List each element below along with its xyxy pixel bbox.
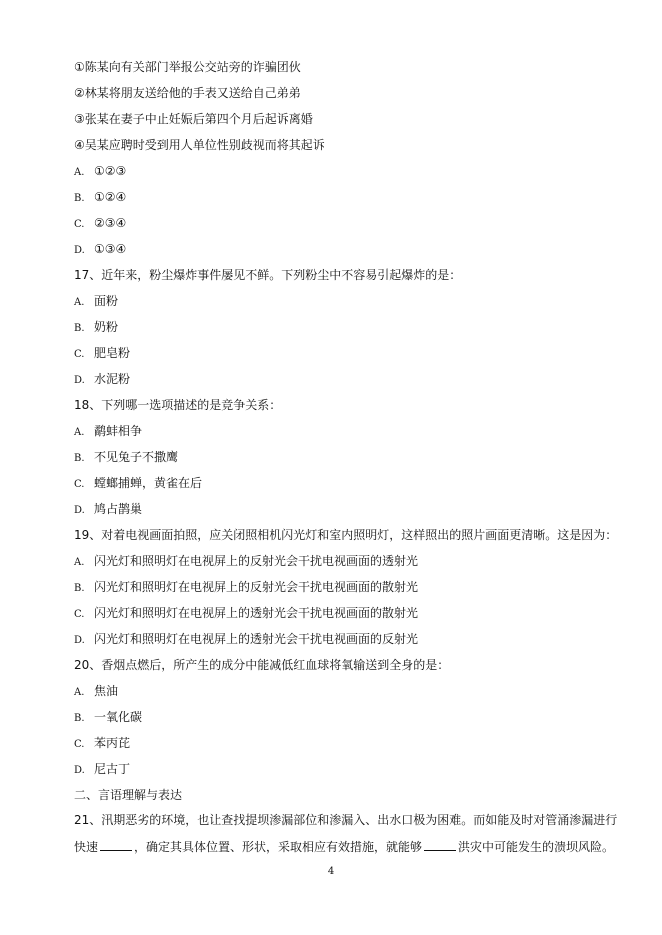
statement-3: ③张某在妻子中止妊娠后第四个月后起诉离婚 <box>74 112 313 126</box>
q18-option-d <box>74 501 614 519</box>
q17-option-c <box>74 345 614 363</box>
option-text: ①②③ <box>94 164 127 178</box>
q18-option-c <box>74 475 614 493</box>
option-letter: D. <box>74 505 85 516</box>
q19-option-c <box>74 605 614 623</box>
q21-text-part3: 洪灾中可能发生的溃坝风险。 <box>458 840 615 854</box>
option-text: 苯丙芘 <box>94 736 131 750</box>
page-number: 4 <box>327 866 335 877</box>
option-text: ②③④ <box>94 216 127 230</box>
q18-question: 18、下列哪一选项描述的是竞争关系： <box>74 398 282 412</box>
q19-option-d <box>74 631 614 649</box>
option-text: ①③④ <box>94 242 127 256</box>
q16-option-b <box>74 189 614 207</box>
q16-option-d <box>74 241 614 259</box>
q18-option-a <box>74 423 614 441</box>
q21-text-part1: 21、汛期恶劣的环境，也让查找提坝渗漏部位和渗漏入、出水口极为困难。而如能及时对管涌渗漏进行快速 <box>74 813 618 854</box>
q19-option-b <box>74 579 614 597</box>
option-text: 鹬蚌相争 <box>94 424 143 438</box>
option-text: 闪光灯和照明灯在电视屏上的反射光会干扰电视画面的透射光 <box>94 554 419 568</box>
statement-4: ④吴某应聘时受到用人单位性别歧视而将其起诉 <box>74 138 325 152</box>
option-letter: C. <box>74 739 85 750</box>
q20-option-d <box>74 761 614 779</box>
option-letter: B. <box>74 453 85 464</box>
option-text: 焦油 <box>94 684 119 698</box>
statement-2: ②林某将朋友送给他的手表又送给自己弟弟 <box>74 86 301 100</box>
option-text: 水泥粉 <box>94 372 131 386</box>
option-letter: C. <box>74 219 85 230</box>
q20-option-b <box>74 709 614 727</box>
q17-question: 17、近年来，粉尘爆炸事件屡见不鲜。下列粉尘中不容易引起爆炸的是： <box>74 268 462 282</box>
q18-option-b <box>74 449 614 467</box>
q20-option-c <box>74 735 614 753</box>
answer-blank-1 <box>100 839 132 851</box>
q20-question: 20、香烟点燃后，所产生的成分中能减低红血球将氧输送到全身的是： <box>74 658 450 672</box>
option-text: 闪光灯和照明灯在电视屏上的反射光会干扰电视画面的散射光 <box>94 580 419 594</box>
option-letter: D. <box>74 245 85 256</box>
option-letter: C. <box>74 479 85 490</box>
statement-1: ①陈某向有关部门举报公交站旁的诈骗团伙 <box>74 60 301 74</box>
section-heading: 二、言语理解与表达 <box>74 788 183 802</box>
option-text: 肥皂粉 <box>94 346 131 360</box>
option-letter: C. <box>74 609 85 620</box>
q17-option-d <box>74 371 614 389</box>
option-text: 不见兔子不撒鹰 <box>94 450 179 464</box>
option-text: 一氧化碳 <box>94 710 143 724</box>
q21-question <box>74 807 619 861</box>
option-text: 奶粉 <box>94 320 119 334</box>
q21-text-part2: ，确定其具体位置、形状，采取相应有效措施，就能够 <box>134 840 423 854</box>
q17-option-b <box>74 319 614 337</box>
option-letter: C. <box>74 349 85 360</box>
q20-option-a <box>74 683 614 701</box>
option-letter: A. <box>74 297 85 308</box>
option-text: 螳螂捕蝉，黄雀在后 <box>94 476 203 490</box>
option-text: 面粉 <box>94 294 119 308</box>
option-letter: A. <box>74 557 85 568</box>
option-letter: B. <box>74 323 85 334</box>
q16-option-a <box>74 163 614 181</box>
q19-question: 19、对着电视画面拍照，应关闭照相机闪光灯和室内照明灯，这样照出的照片画面更清晰。这是因为： <box>74 528 618 542</box>
option-letter: D. <box>74 635 85 646</box>
q17-option-a <box>74 293 614 311</box>
option-text: 尼古丁 <box>94 762 131 776</box>
option-letter: A. <box>74 167 85 178</box>
option-text: 闪光灯和照明灯在电视屏上的透射光会干扰电视画面的散射光 <box>94 606 419 620</box>
option-letter: B. <box>74 713 85 724</box>
option-text: 闪光灯和照明灯在电视屏上的透射光会干扰电视画面的反射光 <box>94 632 419 646</box>
option-letter: D. <box>74 765 85 776</box>
option-text: ①②④ <box>94 190 127 204</box>
option-text: 鸠占鹊巢 <box>94 502 143 516</box>
option-letter: B. <box>74 583 85 594</box>
option-letter: A. <box>74 687 85 698</box>
q19-option-a <box>74 553 614 571</box>
option-letter: A. <box>74 427 85 438</box>
answer-blank-2 <box>424 839 456 851</box>
option-letter: B. <box>74 193 85 204</box>
q16-option-c <box>74 215 614 233</box>
option-letter: D. <box>74 375 85 386</box>
